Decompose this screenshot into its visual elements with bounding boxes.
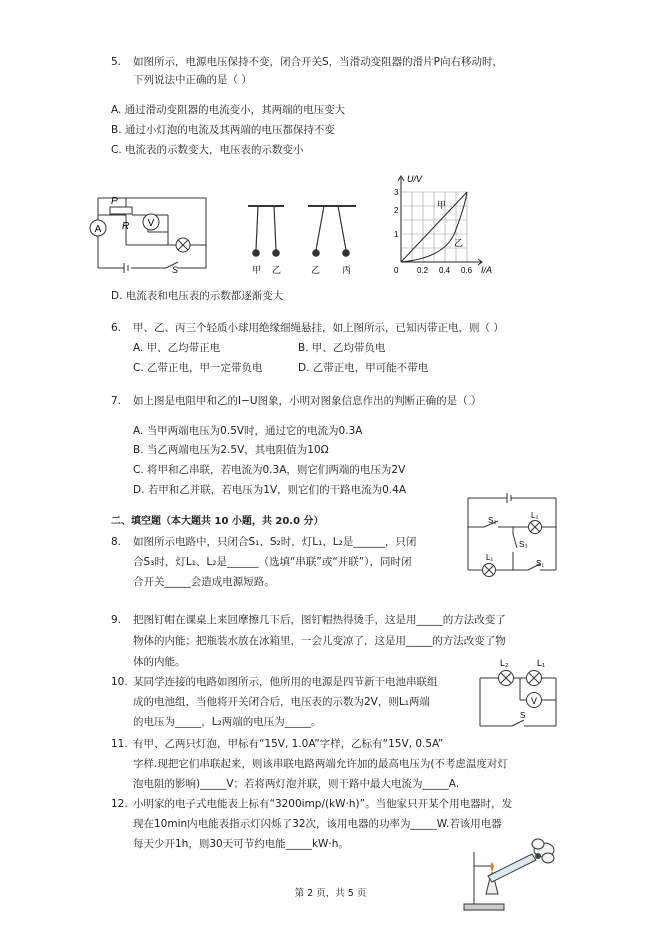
q8-s2: S₂: [488, 516, 497, 525]
q5-option-b: B. 通过小灯泡的电流及其两端的电压都保持不变: [111, 124, 335, 136]
q5-option-c: C. 电流表的示数变大，电压表的示数变小: [111, 144, 304, 156]
q8-line2: 合S₃时，灯L₁、L₂是______（选填“串联”或“并联”），同时闭: [133, 556, 412, 568]
q9-line2: 物体的内能；把瓶装水放在冰箱里，一会儿变凉了，这是用_____的方法改变了物: [133, 635, 506, 647]
q10-v: V: [530, 696, 538, 706]
graph-xlabel: I/A: [481, 265, 493, 275]
voltmeter-label: V: [147, 218, 155, 229]
q8-number: 8.: [111, 536, 122, 548]
q9-line1: 把图钉帽在课桌上来回摩擦几下后，图钉帽热得烫手，这是用_____的方法改变了: [133, 614, 506, 626]
hanging-balls-figure: [246, 196, 362, 278]
q10-circuit-diagram: [476, 656, 562, 732]
q8-line1: 如图所示电路中，只闭合S₁、S₂时，灯L₁、L₂是______，只闭: [133, 536, 417, 548]
ball-left-2: 乙: [272, 265, 282, 275]
q10-s: S: [520, 711, 526, 720]
q5-option-d: D. 电流表和电压表的示数都逐渐变大: [111, 290, 284, 302]
q6-option-c: C. 乙带正电，甲一定带负电: [133, 362, 263, 374]
xtick-0.4: 0.4: [439, 266, 451, 275]
ball-right-2: 丙: [342, 265, 352, 275]
page-footer: 第 2 页，共 5 页: [294, 888, 367, 899]
q10-l1: L₁: [537, 658, 546, 668]
ui-graph: [385, 170, 495, 276]
q12-number: 12.: [111, 798, 128, 810]
q11-line1: 有甲、乙两只灯泡，甲标有“15V, 1.0A”字样，乙标有“15V, 0.5A”: [133, 738, 444, 750]
q6-option-a: A. 甲、乙均带正电: [133, 342, 221, 354]
q6-number: 6.: [111, 322, 122, 334]
q8-line3: 合开关_____会造成电源短路。: [133, 576, 275, 588]
q6-option-d: D. 乙带正电，甲可能不带电: [298, 362, 429, 374]
q10-line3: 的电压为_____，L₂两端的电压为_____。: [133, 716, 322, 728]
q7-number: 7.: [111, 395, 122, 407]
q8-s3: S₃: [519, 540, 528, 549]
q10-line2: 成的电池组，当他将开关闭合后，电压表的示数为2V，则L₁两端: [133, 696, 430, 708]
q11-number: 11.: [111, 738, 128, 750]
q8-l2: L₂: [531, 511, 539, 520]
q12-line1: 小明家的电子式电能表上标有“3200imp/(kW·h)”。当他家只开某个用电器时，发: [133, 798, 513, 810]
section-title: 二、填空题（本大题共 10 小题，共 20.0 分）: [111, 516, 324, 527]
xtick-0.6: 0.6: [461, 266, 473, 275]
ammeter-label: A: [94, 224, 102, 235]
curve-label-yi: 乙: [454, 238, 464, 248]
slider-label: P: [111, 196, 118, 207]
switch-label: S: [172, 265, 179, 274]
q10-line1: 某同学连接的电路如图所示，他所用的电源是四节新干电池串联组: [133, 676, 438, 688]
ball-left-1: 甲: [252, 265, 262, 275]
graph-ylabel: U/V: [407, 174, 423, 184]
ball-right-1: 乙: [311, 265, 321, 275]
q6-option-b: B. 甲、乙均带负电: [298, 342, 386, 354]
circuit-diagram: [86, 190, 212, 274]
ytick-3: 3: [394, 188, 399, 197]
q9-line3: 体的内能。: [133, 656, 186, 668]
q5-number: 5.: [111, 56, 122, 68]
q6-stem: 甲、乙、丙三个轻质小球用绝缘细绳悬挂，如上图所示，已知丙带正电，则（ ）: [133, 322, 504, 334]
q7-option-b: B. 当乙两端电压为2.5V，其电阻值为10Ω: [133, 444, 329, 456]
q8-circuit-diagram: [462, 490, 562, 578]
q7-option-d: D. 若甲和乙并联，若电压为1V，则它们的干路电流为0.4A: [133, 484, 407, 496]
q5-stem-line1: 如图所示，电源电压保持不变，闭合开关S，当滑动变阻器的滑片P向右移动时，: [133, 56, 503, 68]
q7-option-c: C. 将甲和乙串联，若电流为0.3A，则它们两端的电压为2V: [133, 464, 406, 476]
q8-l1: L₁: [486, 553, 494, 562]
q7-stem: 如上图是电阻甲和乙的I−U图象，小明对图象信息作出的判断正确的是（ ）: [133, 395, 482, 407]
ytick-2: 2: [394, 206, 399, 215]
lab-apparatus-figure: [458, 832, 558, 914]
resistor-label: R: [122, 221, 130, 232]
q12-line2: 现在10min内电能表指示灯闪烁了32次，该用电器的功率为_____W.若该用电器: [133, 818, 502, 830]
q12-line3: 每天少开1h，则30天可节约电能_____kW·h。: [133, 838, 349, 850]
xtick-0.2: 0.2: [417, 266, 429, 275]
q10-number: 10.: [111, 676, 128, 688]
q5-stem-line2: 下列说法中正确的是（ ）: [133, 74, 252, 86]
q7-option-a: A. 当甲两端电压为0.5V时，通过它的电流为0.3A: [133, 425, 363, 437]
curve-label-jia: 甲: [437, 200, 447, 210]
q10-l2: L₂: [500, 658, 509, 668]
q11-line2: 字样.现把它们串联起来，则该串联电路两端允许加的最高电压为(不考虑温度对灯: [133, 758, 508, 770]
q8-s1: S₁: [536, 559, 545, 568]
ytick-1: 1: [394, 230, 399, 239]
q5-option-a: A. 通过滑动变阻器的电流变小，其两端的电压变大: [111, 104, 346, 116]
xtick-0: 0: [394, 266, 399, 275]
q11-line3: 泡电阻的影响)_____V；若将两灯泡并联，则干路中最大电流为_____A.: [133, 778, 460, 790]
q9-number: 9.: [111, 614, 122, 626]
